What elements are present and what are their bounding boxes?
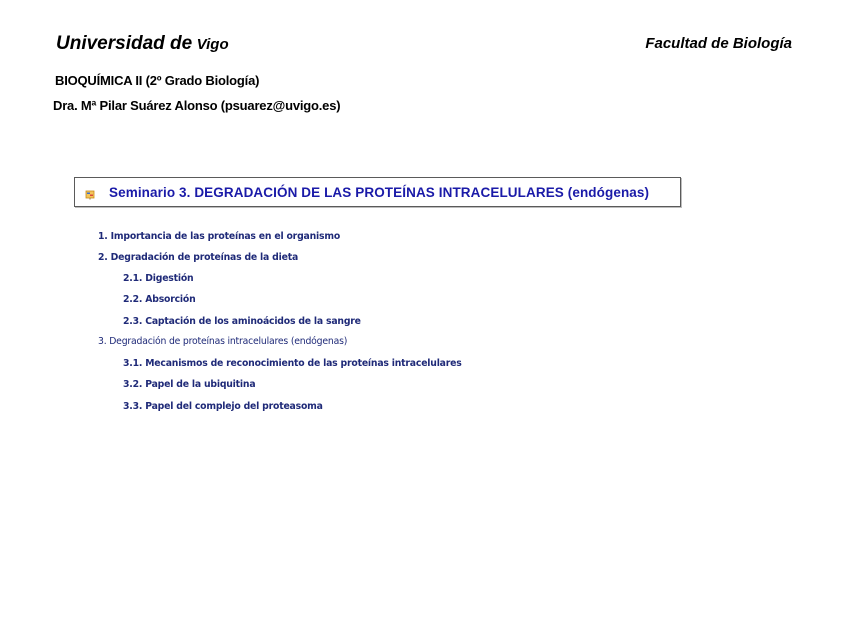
- outline-item: 3.2. Papel de la ubiquitina: [123, 379, 256, 390]
- seminar-title: Seminario 3. DEGRADACIÓN DE LAS PROTEÍNAS INTRACELULARES (endógenas): [109, 184, 650, 200]
- university-city: Vigo: [196, 36, 229, 53]
- university-title: [56, 33, 229, 55]
- outline-item: 3.1. Mecanismos de reconocimiento de las proteínas intracelulares: [123, 358, 462, 369]
- faculty-title: Facultad de Biología: [645, 35, 792, 52]
- university-name: Universidad de: [56, 33, 193, 54]
- outline-item: 3. Degradación de proteínas intracelulares (endógenas): [98, 336, 348, 347]
- outline-item: 1. Importancia de las proteínas en el organismo: [98, 231, 341, 242]
- outline-item: 2. Degradación de proteínas de la dieta: [98, 252, 299, 263]
- course-title: BIOQUÍMICA II (2º Grado Biología): [55, 73, 260, 88]
- author-line: Dra. Mª Pilar Suárez Alonso (psuarez@uvigo.es): [53, 98, 341, 113]
- outline-item: 2.2. Absorción: [123, 294, 196, 305]
- outline-item: 3.3. Papel del complejo del proteasoma: [123, 401, 323, 412]
- seminar-title-box: [74, 177, 681, 207]
- outline-item: 2.1. Digestión: [123, 273, 194, 284]
- presentation-bullet-icon: [85, 187, 95, 197]
- outline-item: 2.3. Captación de los aminoácidos de la sangre: [123, 316, 361, 327]
